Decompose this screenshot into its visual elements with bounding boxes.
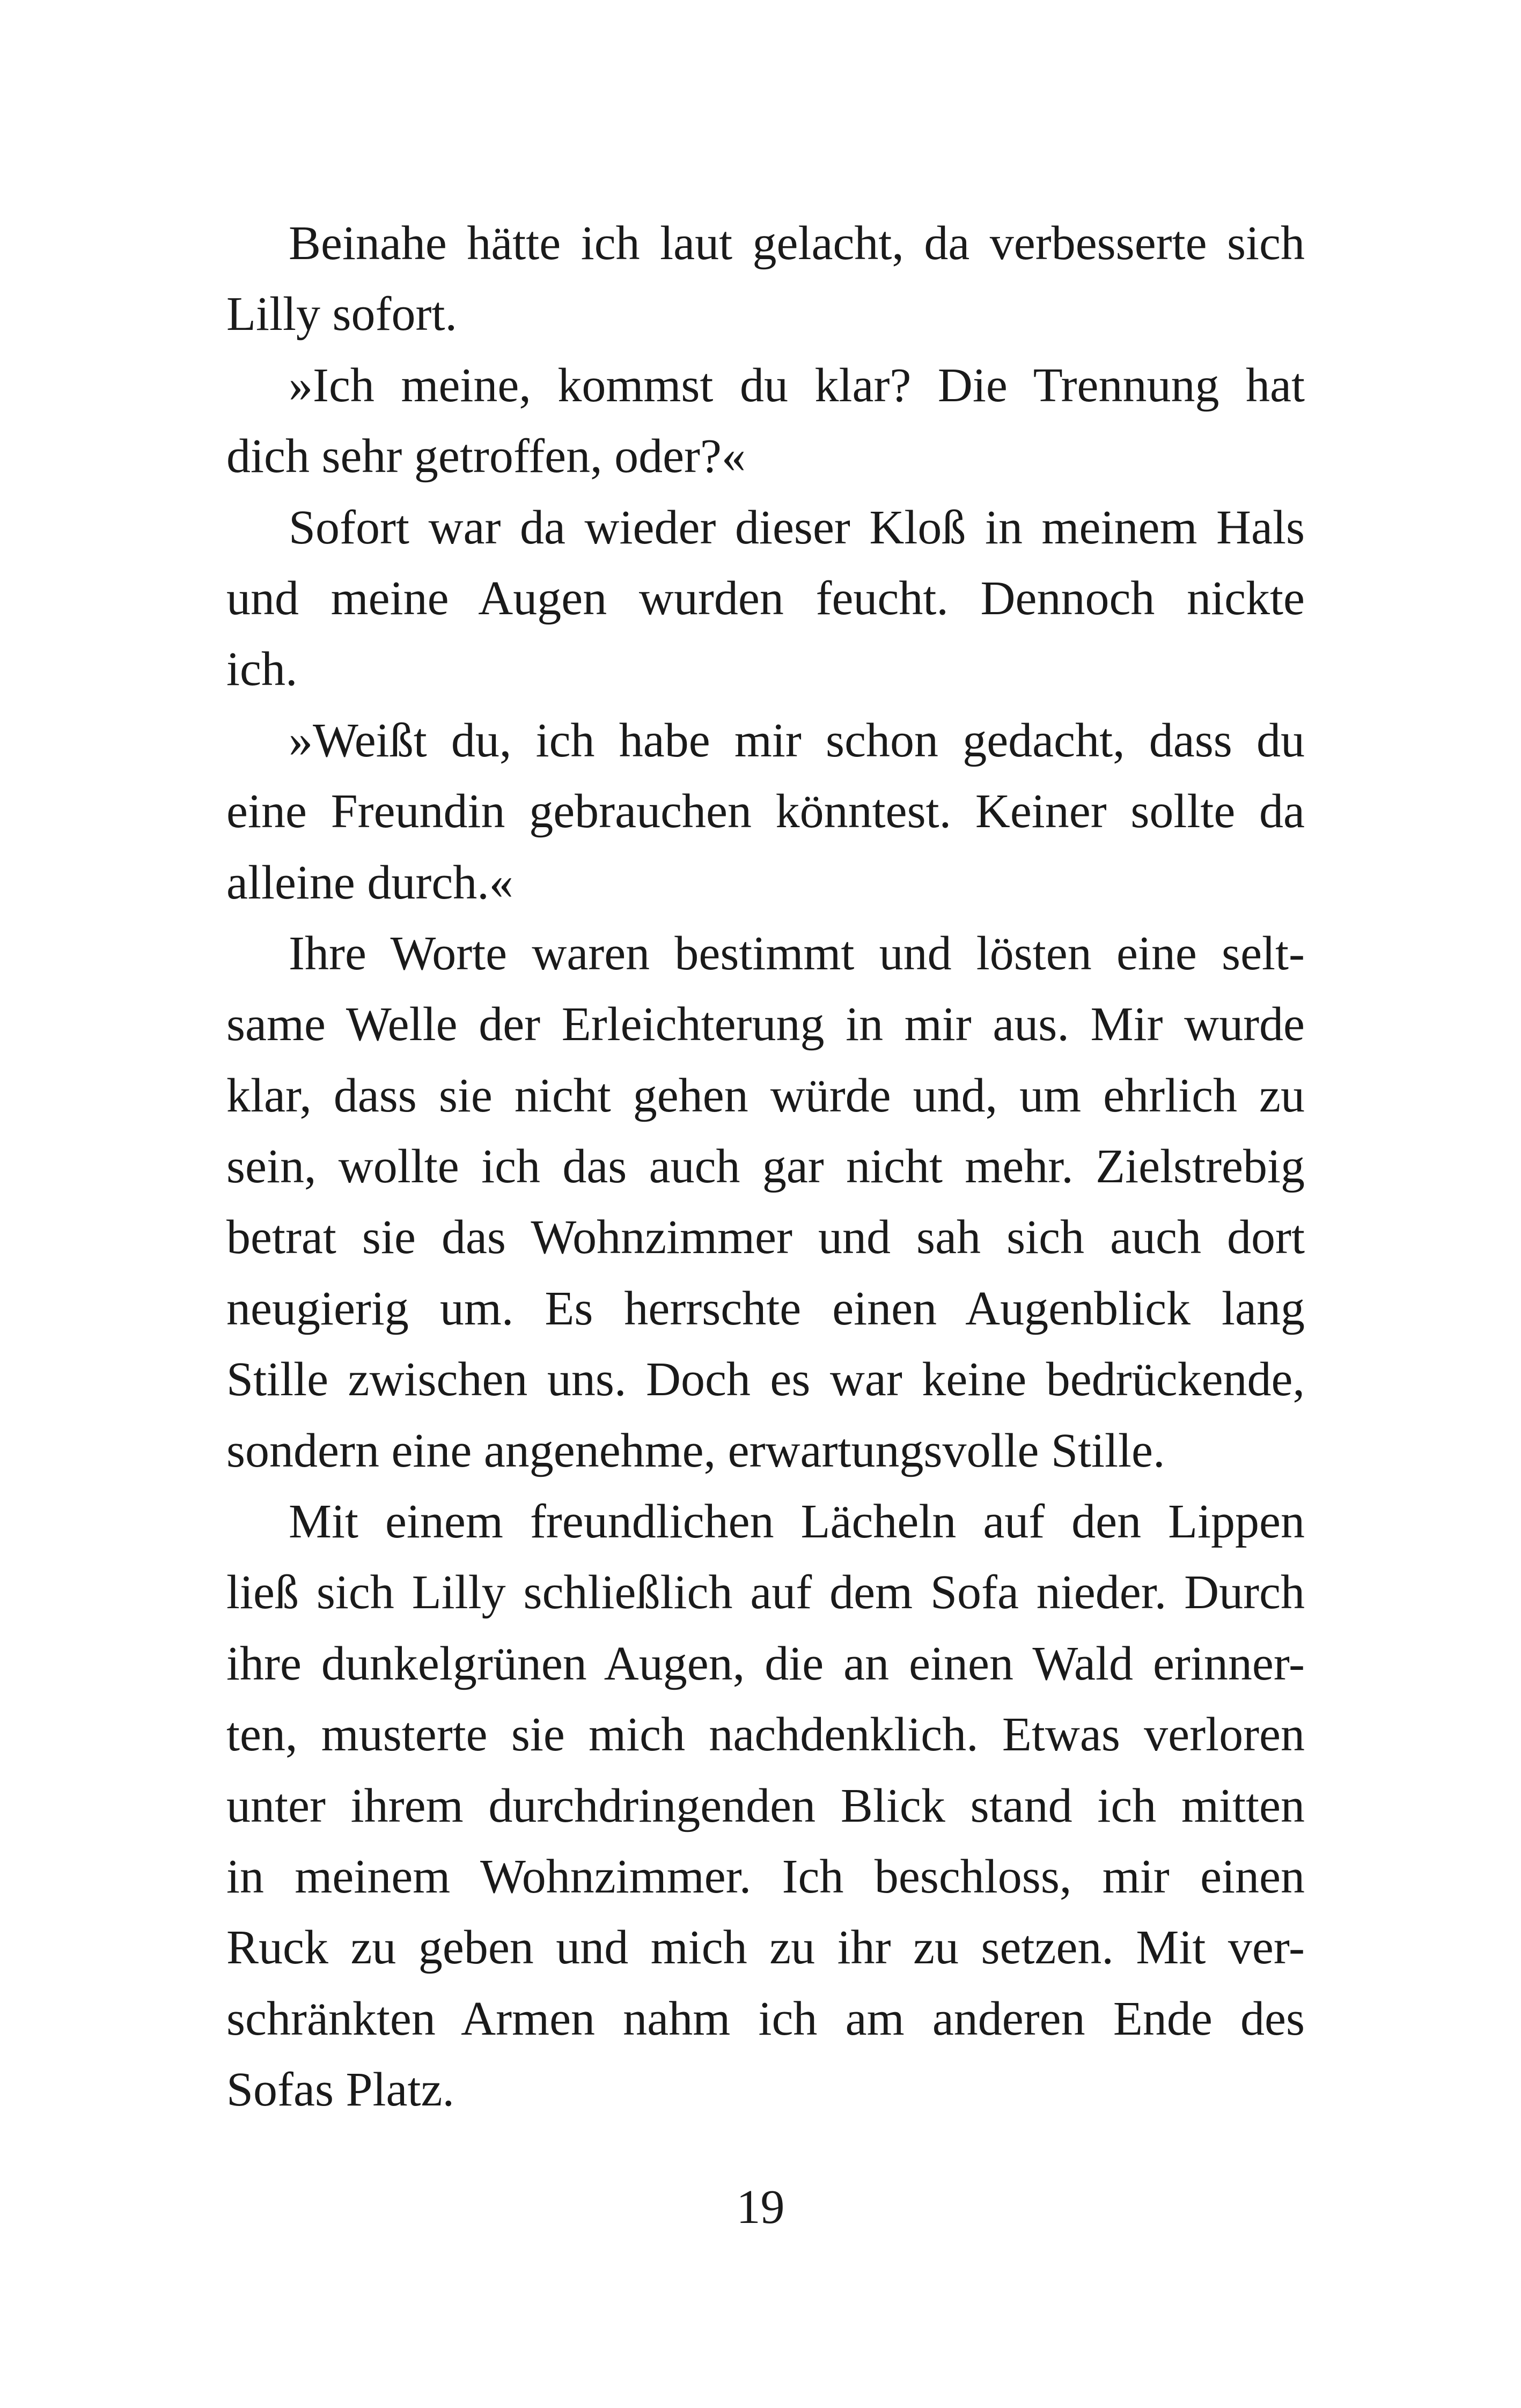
- text-line: ließ sich Lilly schließlich auf dem Sofa nieder. Durch: [226, 1566, 1305, 1619]
- text-line: sondern eine angenehme, erwartungsvolle Stille.: [226, 1424, 1165, 1477]
- text-line: Ihre Worte waren bestimmt und lösten eine selt-: [289, 926, 1305, 980]
- text-line: eine Freundin gebrauchen könntest. Keiner sollte da: [226, 785, 1305, 838]
- text-line: ten, musterte sie mich nachdenklich. Etwas verloren: [226, 1708, 1305, 1762]
- text-line: sein, wollte ich das auch gar nicht mehr. Zielstrebig: [226, 1140, 1305, 1194]
- text-line: »Weißt du, ich habe mir schon gedacht, dass du: [289, 713, 1305, 767]
- text-line: in meinem Wohnzimmer. Ich beschloss, mir einen: [226, 1850, 1305, 1903]
- text-line: Stille zwischen uns. Doch es war keine bedrückende,: [226, 1353, 1305, 1406]
- text-line: schränkten Armen nahm ich am anderen Ende des: [226, 1992, 1305, 2045]
- text-line: Sofort war da wieder dieser Kloß in meinem Hals: [289, 500, 1305, 554]
- page-number: 19: [736, 2181, 785, 2234]
- text-line: »Ich meine, kommst du klar? Die Trennung hat: [289, 358, 1305, 412]
- text-line: unter ihrem durchdringenden Blick stand ich mitten: [226, 1779, 1305, 1832]
- text-line: klar, dass sie nicht gehen würde und, um ehrlich zu: [226, 1069, 1305, 1122]
- text-line: same Welle der Erleichterung in mir aus. Mir wurde: [226, 998, 1305, 1051]
- text-line: und meine Augen wurden feucht. Dennoch nickte: [226, 571, 1305, 625]
- body-text: [226, 208, 1305, 2126]
- text-line: alleine durch.«: [226, 856, 513, 909]
- text-line: ihre dunkelgrünen Augen, die an einen Wald erinner-: [226, 1637, 1305, 1690]
- text-line: Beinahe hätte ich laut gelacht, da verbesserte sich: [289, 217, 1305, 270]
- text-line: betrat sie das Wohnzimmer und sah sich auch dort: [226, 1211, 1305, 1264]
- text-line: dich sehr getroffen, oder?«: [226, 430, 746, 483]
- text-line: Ruck zu geben und mich zu ihr zu setzen. Mit ver-: [226, 1921, 1305, 1975]
- text-line: neugierig um. Es herrschte einen Augenblick lang: [226, 1282, 1305, 1335]
- text-line: Sofas Platz.: [226, 2063, 454, 2117]
- text-line: Lilly sofort.: [226, 288, 457, 341]
- text-line: Mit einem freundlichen Lächeln auf den Lippen: [289, 1495, 1305, 1549]
- text-line: ich.: [226, 643, 298, 696]
